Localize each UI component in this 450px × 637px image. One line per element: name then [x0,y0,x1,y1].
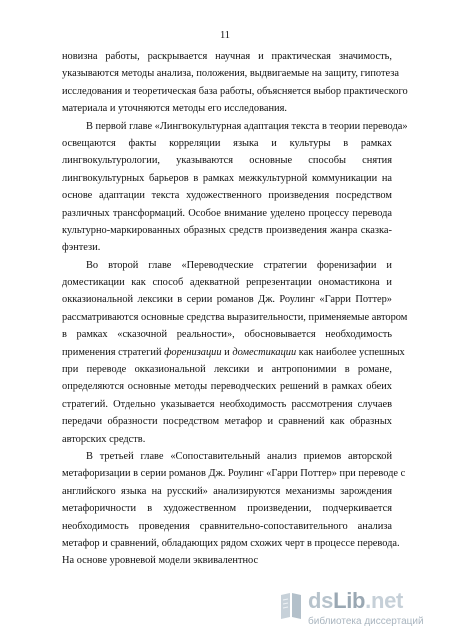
text-segment: и [221,346,233,358]
text-line: основе адаптации текста художественного произведения посредством [62,190,392,202]
text-line: На основе уровневой модели эквивалентнос [62,555,259,567]
text-line: различных трансформаций. Особое внимание уделено процессу перевода [62,207,392,219]
text-line: метафоричности в художественном произведении, подчеркивается [62,503,392,515]
page-number: 11 [219,30,231,41]
document-body [62,48,408,570]
text-line: необходимость проведения сравнительно-сопоставительного анализа [62,520,392,532]
text-line: рассматриваются основные средства выразительности, применяемые автором [62,311,408,323]
text-segment: как наиболее успешных [296,346,405,358]
text-line: лингвокультурологии, указываются основные способы снятия [62,155,392,167]
watermark-name: dsLib.net [308,588,404,613]
text-segment: применения стратегий [62,346,162,358]
watermark-tagline: библиотека диссертаций [308,616,424,627]
text-line-mixed [62,344,405,361]
book-logo-icon [278,591,304,621]
text-line: передачи образности посредством метафор и сравнений как образных [62,416,392,428]
text-line: В третьей главе «Сопоставительный анализ приемов авторской [86,450,392,462]
text-line: материала и уточняются методы его исследования. [62,103,287,115]
text-line: Во второй главе «Переводческие стратегии форенизафии и [86,259,392,271]
text-line: метафоризации в серии романов Дж. Роулинг «Гарри Поттер» при переводе с [62,468,406,480]
text-line: стратегий. Отдельно указывается необходимость рассмотрения случаев [62,398,392,410]
text-line: исследования и теоретическая база работы, объясняется выбор практического [62,85,408,97]
text-line: окказиональной лексики в серии романов Дж. Роулинг «Гарри Поттер» [62,294,392,306]
text-line: указываются методы анализа, положения, выдвигаемые на защиту, гипотеза [62,68,399,80]
text-line: культурно-маркированных образных средств произведения жанра сказка- [62,224,392,236]
text-line: в рамках «сказочной реальности», обосновывается необходимость [62,329,392,341]
text-line: доместикации как способ адекватной репрезентации ономастикона и [62,277,392,289]
text-line: авторских средств. [62,433,146,445]
text-line: английского языка на русский» анализируются механизмы зарождения [62,485,392,497]
text-line: В первой главе «Лингвокультурная адаптация текста в теории перевода» [86,120,408,132]
text-line: определяются основные методы переводческих решений в рамках обеих [62,381,392,393]
text-line: лингвокультурных барьеров в рамках межкультурной коммуникации на [62,172,392,184]
text-line: при переводе окказиональной лексики и антропонимии в романе, [62,364,392,376]
italic-term: доместикации [232,346,297,358]
text-line: освещаются факты корреляции языка и культуры в рамках [62,137,392,149]
text-line: новизна работы, раскрывается научная и практическая значимость, [62,51,392,62]
dslib-watermark [278,588,446,633]
italic-term: форенизации [164,346,222,358]
text-line: метафор и сравнений, обладающих рядом схожих черт в процессе перевода. [62,537,400,549]
text-line: фэнтези. [62,242,101,254]
